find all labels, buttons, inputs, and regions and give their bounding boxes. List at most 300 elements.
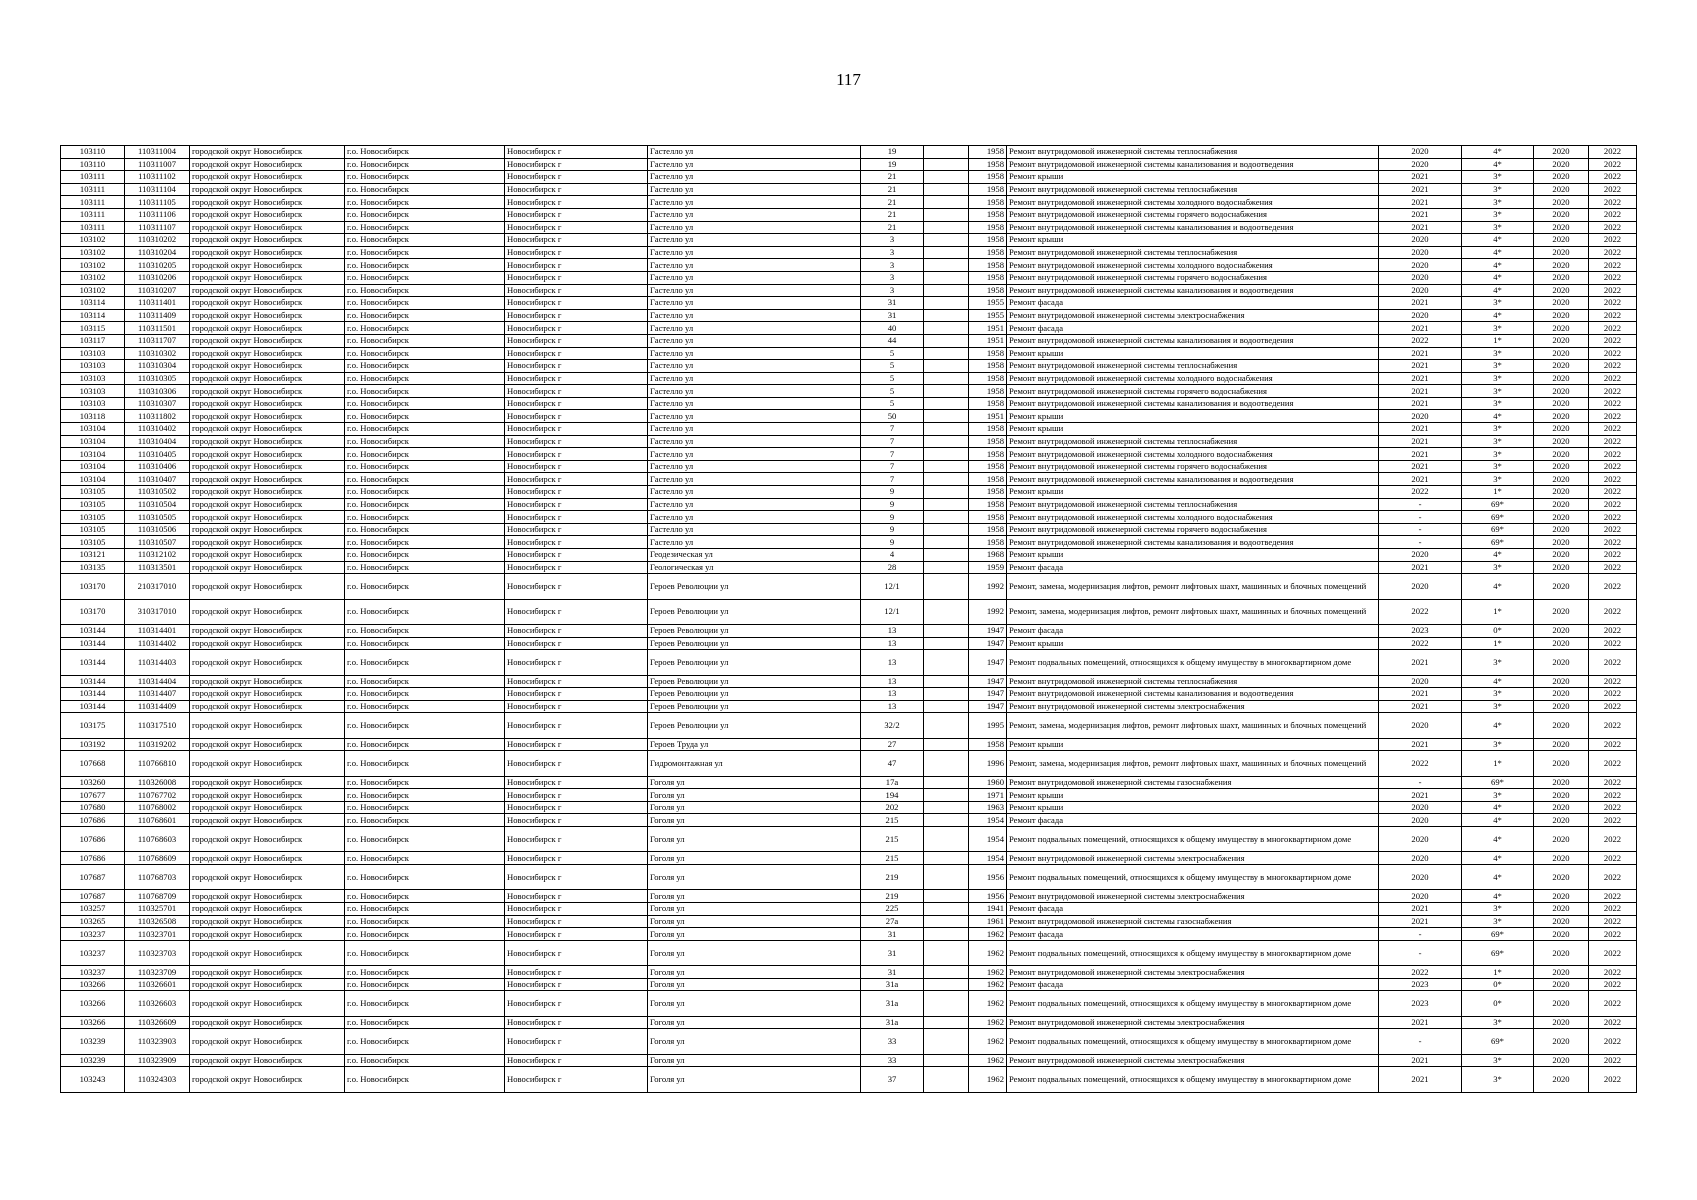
cell-planned-year: 2020 [1379,865,1462,890]
cell-work-id: 110310305 [125,372,190,385]
cell-work-id: 110311401 [125,297,190,310]
cell-house-id: 103102 [61,234,125,247]
cell-house-id: 103144 [61,624,125,637]
cell-year-built: 1956 [969,890,1007,903]
table-row [61,284,1637,297]
cell-municipal-district: городской округ Новосибирск [190,334,345,347]
cell-house-number: 3 [861,234,924,247]
cell-building [924,650,969,675]
cell-street: Гоголя ул [648,928,861,941]
cell-street: Гастелло ул [648,448,861,461]
cell-municipal-district: городской округ Новосибирск [190,978,345,991]
cell-building [924,334,969,347]
cell-building [924,928,969,941]
cell-period-start: 2020 [1534,561,1589,574]
cell-work-id: 110310207 [125,284,190,297]
cell-house-number: 7 [861,423,924,436]
cell-year-built: 1958 [969,259,1007,272]
table-row [61,435,1637,448]
cell-period-end: 2022 [1589,789,1637,802]
table-row [61,688,1637,701]
cell-locality: Новосибирск г [505,146,648,159]
cell-work-id: 110311104 [125,183,190,196]
cell-street: Гастелло ул [648,208,861,221]
cell-priority: 1* [1462,751,1534,776]
cell-planned-year: 2021 [1379,915,1462,928]
cell-year-built: 1992 [969,599,1007,624]
cell-settlement: г.о. Новосибирск [345,814,505,827]
cell-street: Гастелло ул [648,271,861,284]
cell-street: Гастелло ул [648,183,861,196]
cell-priority: 0* [1462,624,1534,637]
cell-locality: Новосибирск г [505,776,648,789]
cell-priority: 4* [1462,146,1534,159]
cell-locality: Новосибирск г [505,1067,648,1092]
cell-year-built: 1968 [969,549,1007,562]
cell-house-id: 107687 [61,890,125,903]
cell-locality: Новосибирск г [505,334,648,347]
cell-planned-year: 2021 [1379,372,1462,385]
cell-priority: 3* [1462,423,1534,436]
cell-period-end: 2022 [1589,410,1637,423]
cell-house-number: 31а [861,991,924,1016]
cell-street: Героев Революции ул [648,675,861,688]
cell-priority: 1* [1462,486,1534,499]
cell-house-number: 5 [861,397,924,410]
cell-year-built: 1951 [969,410,1007,423]
table-row [61,801,1637,814]
cell-building [924,966,969,979]
cell-period-end: 2022 [1589,966,1637,979]
cell-house-id: 103102 [61,246,125,259]
table-row [61,1067,1637,1092]
cell-planned-year: 2021 [1379,1067,1462,1092]
cell-work-type: Ремонт внутридомовой инженерной системы канализования и водоотведения [1007,397,1379,410]
cell-priority: 4* [1462,284,1534,297]
cell-house-number: 5 [861,347,924,360]
cell-house-id: 103239 [61,1054,125,1067]
cell-work-type: Ремонт крыши [1007,423,1379,436]
cell-municipal-district: городской округ Новосибирск [190,372,345,385]
cell-priority: 3* [1462,347,1534,360]
cell-work-id: 110314404 [125,675,190,688]
table-row [61,246,1637,259]
cell-period-end: 2022 [1589,549,1637,562]
cell-year-built: 1958 [969,435,1007,448]
cell-building [924,852,969,865]
cell-house-number: 7 [861,435,924,448]
cell-house-number: 13 [861,688,924,701]
cell-period-end: 2022 [1589,801,1637,814]
cell-house-id: 103135 [61,561,125,574]
cell-work-type: Ремонт крыши [1007,637,1379,650]
table-row [61,448,1637,461]
cell-house-id: 103104 [61,423,125,436]
table-row [61,978,1637,991]
cell-work-type: Ремонт внутридомовой инженерной системы холодного водоснабжения [1007,372,1379,385]
cell-planned-year: - [1379,776,1462,789]
cell-settlement: г.о. Новосибирск [345,991,505,1016]
cell-building [924,196,969,209]
cell-settlement: г.о. Новосибирск [345,700,505,713]
cell-work-type: Ремонт крыши [1007,171,1379,184]
cell-house-number: 31 [861,297,924,310]
cell-locality: Новосибирск г [505,903,648,916]
cell-street: Героев Революции ул [648,713,861,738]
table-row [61,460,1637,473]
cell-priority: 4* [1462,890,1534,903]
cell-street: Гастелло ул [648,385,861,398]
cell-year-built: 1958 [969,738,1007,751]
cell-work-id: 110310206 [125,271,190,284]
cell-locality: Новосибирск г [505,347,648,360]
table-row [61,536,1637,549]
cell-period-start: 2020 [1534,460,1589,473]
cell-house-number: 13 [861,700,924,713]
cell-street: Гастелло ул [648,221,861,234]
cell-period-end: 2022 [1589,171,1637,184]
cell-settlement: г.о. Новосибирск [345,259,505,272]
cell-work-type: Ремонт крыши [1007,789,1379,802]
cell-period-end: 2022 [1589,385,1637,398]
cell-work-id: 110310502 [125,486,190,499]
cell-locality: Новосибирск г [505,599,648,624]
cell-priority: 3* [1462,1016,1534,1029]
cell-work-id: 110314402 [125,637,190,650]
cell-year-built: 1958 [969,271,1007,284]
cell-settlement: г.о. Новосибирск [345,322,505,335]
cell-period-start: 2020 [1534,435,1589,448]
cell-settlement: г.о. Новосибирск [345,536,505,549]
cell-planned-year: 2021 [1379,297,1462,310]
cell-work-type: Ремонт внутридомовой инженерной системы электроснабжения [1007,1016,1379,1029]
cell-work-type: Ремонт внутридомовой инженерной системы канализования и водоотведения [1007,536,1379,549]
cell-work-id: 110310507 [125,536,190,549]
cell-work-type: Ремонт крыши [1007,801,1379,814]
cell-work-type: Ремонт, замена, модернизация лифтов, ремонт лифтовых шахт, машинных и блочных помещений [1007,574,1379,599]
cell-period-end: 2022 [1589,978,1637,991]
cell-work-type: Ремонт подвальных помещений, относящихся к общему имуществу в многоквартирном доме [1007,991,1379,1016]
cell-planned-year: 2020 [1379,675,1462,688]
cell-work-type: Ремонт крыши [1007,738,1379,751]
cell-house-number: 19 [861,146,924,159]
cell-municipal-district: городской округ Новосибирск [190,852,345,865]
cell-street: Гастелло ул [648,423,861,436]
cell-street: Гоголя ул [648,801,861,814]
cell-building [924,940,969,965]
cell-priority: 3* [1462,561,1534,574]
cell-planned-year: 2021 [1379,1016,1462,1029]
cell-priority: 4* [1462,865,1534,890]
cell-building [924,536,969,549]
cell-house-id: 103102 [61,259,125,272]
cell-year-built: 1996 [969,751,1007,776]
cell-locality: Новосибирск г [505,208,648,221]
cell-planned-year: 2022 [1379,966,1462,979]
cell-house-id: 103103 [61,347,125,360]
cell-settlement: г.о. Новосибирск [345,865,505,890]
cell-period-end: 2022 [1589,1054,1637,1067]
cell-settlement: г.о. Новосибирск [345,171,505,184]
cell-period-start: 2020 [1534,549,1589,562]
cell-municipal-district: городской округ Новосибирск [190,536,345,549]
cell-locality: Новосибирск г [505,751,648,776]
cell-municipal-district: городской округ Новосибирск [190,599,345,624]
cell-municipal-district: городской округ Новосибирск [190,751,345,776]
cell-period-start: 2020 [1534,928,1589,941]
cell-year-built: 1958 [969,397,1007,410]
cell-house-number: 9 [861,536,924,549]
table-row [61,360,1637,373]
cell-settlement: г.о. Новосибирск [345,309,505,322]
cell-period-start: 2020 [1534,397,1589,410]
cell-building [924,410,969,423]
cell-house-number: 50 [861,410,924,423]
cell-locality: Новосибирск г [505,978,648,991]
cell-year-built: 1955 [969,309,1007,322]
cell-street: Гоголя ул [648,915,861,928]
cell-priority: 4* [1462,158,1534,171]
cell-priority: 69* [1462,940,1534,965]
cell-municipal-district: городской округ Новосибирск [190,208,345,221]
cell-work-id: 110311501 [125,322,190,335]
cell-locality: Новосибирск г [505,297,648,310]
cell-year-built: 1962 [969,1054,1007,1067]
cell-period-end: 2022 [1589,852,1637,865]
cell-year-built: 1958 [969,486,1007,499]
cell-year-built: 1958 [969,234,1007,247]
cell-work-id: 110324303 [125,1067,190,1092]
cell-planned-year: 2021 [1379,183,1462,196]
cell-locality: Новосибирск г [505,637,648,650]
cell-work-type: Ремонт фасада [1007,814,1379,827]
cell-street: Гоголя ул [648,991,861,1016]
cell-work-id: 110310506 [125,523,190,536]
cell-period-start: 2020 [1534,536,1589,549]
cell-municipal-district: городской округ Новосибирск [190,511,345,524]
cell-period-start: 2020 [1534,271,1589,284]
cell-municipal-district: городской округ Новосибирск [190,1054,345,1067]
cell-period-end: 2022 [1589,486,1637,499]
table-row [61,511,1637,524]
cell-work-id: 110326008 [125,776,190,789]
cell-year-built: 1958 [969,360,1007,373]
cell-building [924,713,969,738]
cell-period-start: 2020 [1534,486,1589,499]
table-row [61,991,1637,1016]
cell-locality: Новосибирск г [505,650,648,675]
cell-planned-year: 2021 [1379,171,1462,184]
cell-house-number: 5 [861,360,924,373]
cell-house-id: 107686 [61,852,125,865]
cell-house-id: 103144 [61,637,125,650]
cell-year-built: 1958 [969,423,1007,436]
cell-work-id: 110310404 [125,435,190,448]
cell-year-built: 1958 [969,171,1007,184]
cell-building [924,776,969,789]
cell-period-end: 2022 [1589,928,1637,941]
cell-street: Гастелло ул [648,284,861,297]
cell-street: Гастелло ул [648,334,861,347]
cell-planned-year: 2022 [1379,637,1462,650]
cell-street: Гоголя ул [648,814,861,827]
cell-house-number: 215 [861,827,924,852]
cell-year-built: 1960 [969,776,1007,789]
cell-street: Героев Труда ул [648,738,861,751]
cell-house-id: 107677 [61,789,125,802]
cell-year-built: 1958 [969,183,1007,196]
cell-settlement: г.о. Новосибирск [345,890,505,903]
cell-settlement: г.о. Новосибирск [345,196,505,209]
cell-locality: Новосибирск г [505,713,648,738]
cell-house-id: 103266 [61,991,125,1016]
cell-building [924,171,969,184]
cell-work-type: Ремонт внутридомовой инженерной системы электроснабжения [1007,852,1379,865]
table-row [61,549,1637,562]
cell-settlement: г.о. Новосибирск [345,624,505,637]
cell-priority: 3* [1462,1054,1534,1067]
cell-year-built: 1958 [969,221,1007,234]
cell-priority: 4* [1462,574,1534,599]
cell-year-built: 1962 [969,1029,1007,1054]
cell-municipal-district: городской округ Новосибирск [190,322,345,335]
cell-priority: 3* [1462,208,1534,221]
cell-priority: 4* [1462,814,1534,827]
cell-house-id: 103239 [61,1029,125,1054]
cell-planned-year: - [1379,928,1462,941]
cell-work-type: Ремонт, замена, модернизация лифтов, ремонт лифтовых шахт, машинных и блочных помещений [1007,713,1379,738]
cell-period-start: 2020 [1534,1054,1589,1067]
cell-priority: 3* [1462,372,1534,385]
cell-house-id: 103104 [61,448,125,461]
table-row [61,966,1637,979]
cell-street: Гоголя ул [648,865,861,890]
cell-street: Гастелло ул [648,196,861,209]
cell-work-id: 110314409 [125,700,190,713]
cell-period-end: 2022 [1589,599,1637,624]
cell-municipal-district: городской округ Новосибирск [190,523,345,536]
cell-year-built: 1958 [969,448,1007,461]
cell-period-end: 2022 [1589,435,1637,448]
cell-house-number: 4 [861,549,924,562]
table-row [61,940,1637,965]
cell-building [924,751,969,776]
cell-planned-year: - [1379,1029,1462,1054]
cell-house-number: 21 [861,183,924,196]
cell-planned-year: 2021 [1379,196,1462,209]
cell-locality: Новосибирск г [505,171,648,184]
cell-street: Гоголя ул [648,1016,861,1029]
table-row [61,259,1637,272]
cell-work-id: 110319202 [125,738,190,751]
cell-priority: 3* [1462,360,1534,373]
cell-locality: Новосибирск г [505,966,648,979]
cell-period-end: 2022 [1589,297,1637,310]
cell-locality: Новосибирск г [505,915,648,928]
cell-work-id: 110310306 [125,385,190,398]
cell-settlement: г.о. Новосибирск [345,498,505,511]
table-row [61,523,1637,536]
cell-period-start: 2020 [1534,410,1589,423]
cell-year-built: 1962 [969,966,1007,979]
table-row [61,146,1637,159]
cell-work-id: 110311802 [125,410,190,423]
cell-planned-year: 2023 [1379,978,1462,991]
cell-building [924,511,969,524]
cell-planned-year: 2021 [1379,397,1462,410]
cell-settlement: г.о. Новосибирск [345,801,505,814]
cell-municipal-district: городской округ Новосибирск [190,624,345,637]
cell-year-built: 1958 [969,498,1007,511]
cell-period-end: 2022 [1589,473,1637,486]
cell-work-id: 110310406 [125,460,190,473]
cell-locality: Новосибирск г [505,1029,648,1054]
cell-locality: Новосибирск г [505,360,648,373]
cell-period-end: 2022 [1589,814,1637,827]
cell-locality: Новосибирск г [505,410,648,423]
cell-work-type: Ремонт внутридомовой инженерной системы горячего водоснабжения [1007,460,1379,473]
cell-house-number: 215 [861,852,924,865]
cell-street: Гастелло ул [648,297,861,310]
cell-house-id: 103105 [61,486,125,499]
cell-house-number: 31 [861,940,924,965]
cell-year-built: 1962 [969,978,1007,991]
cell-house-number: 202 [861,801,924,814]
cell-period-end: 2022 [1589,158,1637,171]
cell-municipal-district: городской округ Новосибирск [190,397,345,410]
cell-work-type: Ремонт внутридомовой инженерной системы теплоснабжения [1007,498,1379,511]
cell-building [924,246,969,259]
cell-priority: 3* [1462,171,1534,184]
cell-municipal-district: городской округ Новосибирск [190,473,345,486]
cell-planned-year: 2021 [1379,789,1462,802]
table-row [61,852,1637,865]
cell-priority: 3* [1462,1067,1534,1092]
cell-work-id: 110311707 [125,334,190,347]
cell-planned-year: 2020 [1379,246,1462,259]
cell-year-built: 1958 [969,146,1007,159]
cell-work-id: 110311409 [125,309,190,322]
cell-period-end: 2022 [1589,940,1637,965]
cell-locality: Новосибирск г [505,814,648,827]
cell-work-id: 210317010 [125,574,190,599]
cell-house-id: 103144 [61,650,125,675]
cell-planned-year: 2022 [1379,334,1462,347]
cell-period-start: 2020 [1534,385,1589,398]
cell-street: Геологическая ул [648,561,861,574]
cell-settlement: г.о. Новосибирск [345,473,505,486]
cell-building [924,675,969,688]
cell-house-id: 103260 [61,776,125,789]
cell-year-built: 1947 [969,650,1007,675]
cell-period-start: 2020 [1534,675,1589,688]
cell-municipal-district: городской округ Новосибирск [190,801,345,814]
cell-house-number: 27 [861,738,924,751]
cell-planned-year: 2021 [1379,208,1462,221]
cell-priority: 3* [1462,915,1534,928]
cell-house-number: 21 [861,196,924,209]
cell-locality: Новосибирск г [505,498,648,511]
cell-period-end: 2022 [1589,650,1637,675]
cell-building [924,183,969,196]
cell-work-type: Ремонт фасада [1007,322,1379,335]
table-row [61,234,1637,247]
cell-work-id: 110311004 [125,146,190,159]
cell-building [924,322,969,335]
table-row [61,372,1637,385]
cell-priority: 3* [1462,385,1534,398]
cell-period-end: 2022 [1589,536,1637,549]
